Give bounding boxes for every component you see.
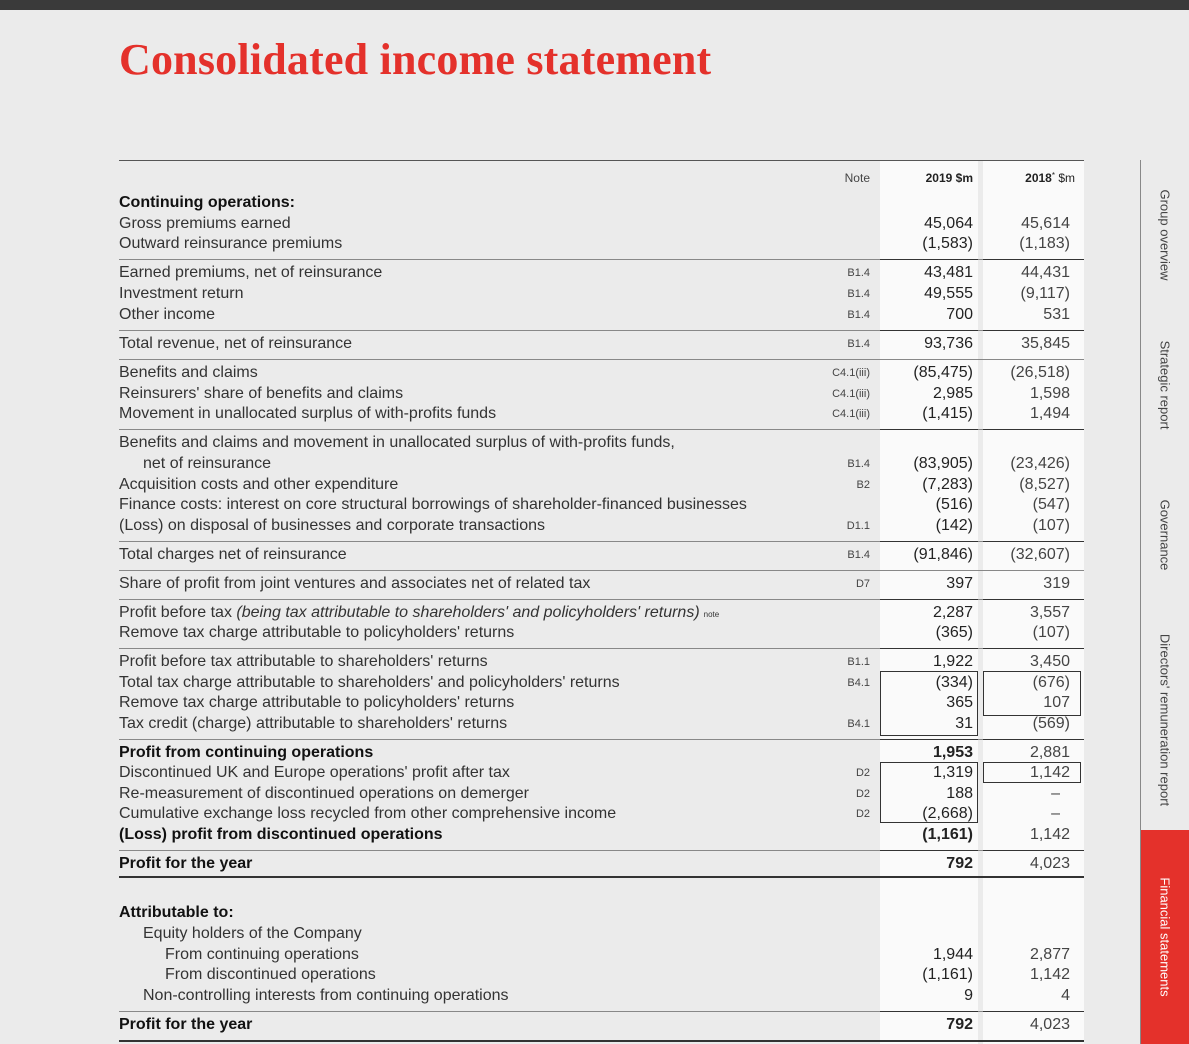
row-label: Share of profit from joint ventures and associates net of related tax (119, 575, 591, 592)
value-2018: 45,614 (1021, 215, 1070, 232)
value-2019: (1,161) (922, 826, 973, 843)
value-2019: 397 (946, 575, 973, 592)
side-tab-3[interactable] (1140, 610, 1189, 830)
value-2019: (1,583) (922, 235, 973, 252)
row-separator (880, 330, 978, 331)
value-2019: 1,953 (932, 744, 973, 761)
value-2019: 792 (946, 855, 973, 872)
header-2018-unit: $m (1058, 171, 1075, 185)
value-2019: 1,319 (932, 764, 973, 781)
row-label: Investment return (119, 285, 244, 302)
row-note: B1.4 (847, 458, 870, 470)
value-2018: (569) (1032, 715, 1070, 732)
value-2019: 43,481 (924, 264, 973, 281)
value-2018: (8,527) (1019, 476, 1070, 493)
value-2018: 3,557 (1029, 604, 1070, 621)
value-2019: 1,944 (932, 946, 973, 963)
value-2019: 9 (964, 987, 973, 1004)
value-2018: 319 (1043, 575, 1070, 592)
row-note: D1.1 (846, 520, 870, 532)
row-note: C4.1(iii) (832, 388, 870, 400)
row-label: Remove tax charge attributable to policyholders' returns (119, 694, 515, 711)
row-separator (880, 541, 978, 542)
row-separator (119, 570, 1084, 571)
row-label: Cumulative exchange loss recycled from other comprehensive income (119, 805, 617, 822)
row-label: (Loss) profit from discontinued operations (119, 826, 443, 843)
value-2019: 792 (946, 1016, 973, 1033)
row-label: Total revenue, net of reinsurance (119, 335, 353, 352)
side-tab-label: Group overview (1157, 189, 1173, 281)
value-2019: (2,668) (922, 805, 973, 822)
top-bar (0, 0, 1189, 10)
row-separator (983, 1011, 1084, 1012)
value-2018: 1,494 (1029, 405, 1070, 422)
value-2018: 531 (1043, 306, 1070, 323)
value-2018: – (1051, 785, 1060, 802)
row-label: Discontinued UK and Europe operations' profit after tax (119, 764, 510, 781)
value-2018: 4 (1061, 987, 1070, 1004)
header-2018-year: 2018 (1025, 171, 1052, 185)
table-top-rule (119, 160, 1084, 161)
row-separator (983, 541, 1084, 542)
row-separator (983, 259, 1084, 260)
value-2018: 1,142 (1029, 826, 1070, 843)
row-note: B1.1 (847, 656, 870, 668)
value-2018: (107) (1032, 624, 1070, 641)
row-note: B4.1 (847, 718, 870, 730)
row-note: B1.4 (847, 549, 870, 561)
row-label: From continuing operations (165, 946, 359, 963)
value-2018: (1,183) (1019, 235, 1070, 252)
value-2019: 365 (946, 694, 973, 711)
value-2018: 2,877 (1029, 946, 1070, 963)
value-2018: – (1051, 805, 1060, 822)
value-2018: (9,117) (1020, 285, 1070, 302)
side-tab-2[interactable] (1140, 460, 1189, 610)
row-label: Profit before tax attributable to shareholders' returns (119, 653, 488, 670)
value-2018: (32,607) (1010, 546, 1070, 563)
value-2019: (85,475) (913, 364, 973, 381)
row-separator (983, 330, 1084, 331)
row-label: Acquisition costs and other expenditure (119, 476, 399, 493)
value-2019: (516) (935, 496, 973, 513)
value-2019: 2,985 (932, 385, 973, 402)
value-2018: 107 (1043, 694, 1070, 711)
row-label: Remove tax charge attributable to policyholders' returns (119, 624, 515, 641)
row-label: Finance costs: interest on core structural borrowings of shareholder-financed businesses (119, 496, 747, 513)
row-label: Non-controlling interests from continuing operations (143, 987, 509, 1004)
value-2019: (91,846) (913, 546, 973, 563)
row-separator (983, 599, 1084, 600)
side-tab-label: Directors' remuneration report (1157, 633, 1173, 807)
value-2019: 49,555 (924, 285, 973, 302)
row-separator (119, 359, 1084, 360)
value-2018: 2,881 (1029, 744, 1070, 761)
value-2019: 188 (946, 785, 973, 802)
value-2019: 31 (955, 715, 973, 732)
row-label: Equity holders of the Company (143, 925, 362, 942)
page-title: Consolidated income statement (119, 35, 712, 84)
row-note: B4.1 (847, 677, 870, 689)
row-separator (983, 648, 1084, 649)
value-2019: 1,922 (932, 653, 973, 670)
row-note: B2 (856, 479, 870, 491)
row-separator (880, 648, 978, 649)
row-label (119, 603, 719, 625)
value-2019: (142) (935, 517, 973, 534)
row-note: B1.4 (847, 309, 870, 321)
row-note: D2 (855, 788, 870, 800)
value-2019: (83,905) (913, 455, 973, 472)
row-note: D2 (855, 808, 870, 820)
row-note: C4.1(iii) (832, 367, 870, 379)
value-2018: 35,845 (1021, 335, 1070, 352)
row-label: Gross premiums earned (119, 215, 291, 232)
row-label: Profit for the year (119, 1016, 253, 1033)
row-note: C4.1(iii) (832, 408, 870, 420)
row-note: B1.4 (847, 338, 870, 350)
value-2018: (23,426) (1010, 455, 1070, 472)
side-tab-label: Strategic report (1157, 340, 1173, 430)
value-2018: 44,431 (1021, 264, 1070, 281)
row-label: Movement in unallocated surplus of with-profits funds (119, 405, 497, 422)
row-note: D2 (855, 767, 870, 779)
value-2019: (365) (935, 624, 973, 641)
note-header: Note (844, 171, 870, 185)
row-separator (880, 429, 978, 430)
row-label: Benefits and claims and movement in unallocated surplus of with-profits funds, (119, 434, 675, 451)
header-2019: 2019 $m (925, 171, 973, 185)
side-tab-label: Governance (1157, 499, 1173, 571)
side-tab-1[interactable] (1140, 310, 1189, 460)
row-label: Earned premiums, net of reinsurance (119, 264, 383, 281)
row-separator (880, 850, 978, 851)
row-label: Profit from continuing operations (119, 744, 374, 761)
row-note: D7 (855, 578, 870, 590)
value-2018: (26,518) (1010, 364, 1070, 381)
row-separator (880, 739, 978, 740)
row-separator (983, 850, 1084, 851)
value-2019: 2,287 (932, 604, 973, 621)
value-2019: 93,736 (924, 335, 973, 352)
row-label: Tax credit (charge) attributable to shareholders' returns (119, 715, 508, 732)
row-separator (119, 1040, 1084, 1042)
row-separator (880, 599, 978, 600)
row-label: Re-measurement of discontinued operations on demerger (119, 785, 530, 802)
value-2019: (7,283) (922, 476, 973, 493)
row-separator (880, 259, 978, 260)
value-2018: 1,142 (1029, 764, 1070, 781)
subtotal-box (983, 671, 1081, 716)
row-label-text: Profit before tax (119, 604, 237, 621)
side-tab-0[interactable] (1140, 160, 1189, 310)
row-label: Total charges net of reinsurance (119, 546, 347, 563)
value-2018: (676) (1032, 674, 1070, 691)
row-label: Continuing operations: (119, 194, 295, 211)
side-tab-label: Financial statements (1157, 877, 1173, 997)
value-2019: (1,161) (922, 966, 973, 983)
value-2018: 4,023 (1029, 855, 1070, 872)
value-2019: (334) (935, 674, 973, 691)
side-tab-4[interactable] (1140, 830, 1189, 1044)
value-2019: (1,415) (922, 405, 973, 422)
row-label-italic: (being tax attributable to shareholders' and policyholders' returns) (236, 604, 700, 621)
row-label: (Loss) on disposal of businesses and corporate transactions (119, 517, 546, 534)
row-note: B1.4 (847, 288, 870, 300)
value-2018: 4,023 (1029, 1016, 1070, 1033)
value-2019: 45,064 (924, 215, 973, 232)
row-label: From discontinued operations (165, 966, 376, 983)
row-label: Reinsurers' share of benefits and claims (119, 385, 404, 402)
row-note: B1.4 (847, 267, 870, 279)
value-2018: (107) (1032, 517, 1070, 534)
row-label: Total tax charge attributable to shareholders' and policyholders' returns (119, 674, 620, 691)
row-label: Outward reinsurance premiums (119, 235, 343, 252)
row-label: Profit for the year (119, 855, 253, 872)
header-2018-mark: * (1051, 171, 1055, 180)
note-marker: note (703, 610, 720, 619)
row-label: Attributable to: (119, 904, 234, 921)
header-2018 (983, 171, 1075, 185)
subtotal-box (880, 762, 978, 823)
value-2018: (547) (1032, 496, 1070, 513)
subtotal-box (880, 671, 978, 736)
value-2018: 3,450 (1029, 653, 1070, 670)
row-separator (119, 876, 1084, 878)
row-label: Benefits and claims (119, 364, 258, 381)
value-2019: 700 (946, 306, 973, 323)
row-separator (983, 429, 1084, 430)
row-separator (983, 739, 1084, 740)
value-2018: 1,142 (1029, 966, 1070, 983)
value-2018: 1,598 (1029, 385, 1070, 402)
row-label: Other income (119, 306, 216, 323)
row-separator (880, 1011, 978, 1012)
subtotal-box (983, 762, 1081, 783)
row-label: net of reinsurance (143, 455, 272, 472)
